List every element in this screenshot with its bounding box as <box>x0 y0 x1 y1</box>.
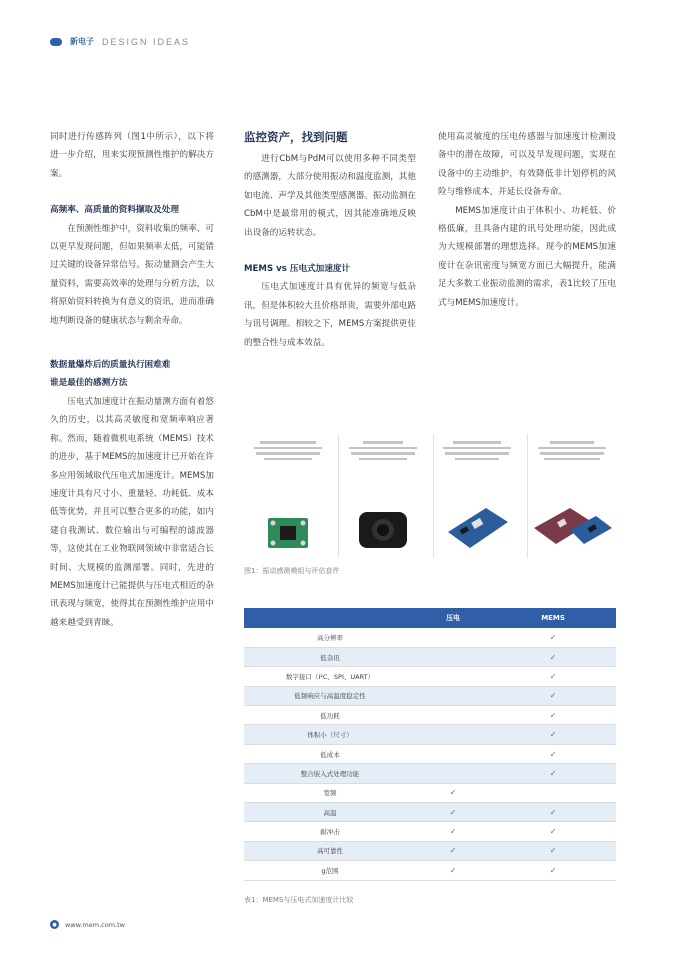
mems-cell: ✓ <box>490 725 616 744</box>
footer-url[interactable]: www.mem.com.tw <box>65 920 125 929</box>
paragraph: 进行CbM与PdM可以使用多种不同类型的感测器，大部分使用振动和温度监测，其他如电流、声学及其他类型感测器。振动监测在CbM中是最常用的模式，因其能准确地反映出设备的运转状态。 <box>244 154 416 238</box>
feature-cell: g范围 <box>244 861 416 880</box>
piezo-cell <box>416 667 490 686</box>
figure-panel <box>244 434 332 558</box>
page-footer <box>50 920 125 929</box>
section-heading: MEMS vs 压电式加速度计 <box>244 264 351 275</box>
table-row <box>244 822 616 841</box>
table-row <box>244 803 616 822</box>
piezo-cell <box>416 706 490 725</box>
piezo-cell <box>416 744 490 763</box>
paragraph: 压电式加速度计具有优异的频宽与低杂讯，但是体积较大且价格昂贵，需要外部电路与讯号调理。相较之下，MEMS方案提供更佳的整合性与成本效益。 <box>244 282 416 348</box>
table-row <box>244 744 616 763</box>
feature-cell: 低频响应与高温度稳定性 <box>244 686 416 705</box>
paragraph: 在预测性维护中，资料收集的频率、可以更早发现问题，但如果频率太低，可能错过关键的设备异常信号。振动量测会产生大量资料，需要高效率的处理与分析方法，以将原始资料转换为有意义的资讯，进而准确地判断设备的健康状态与剩余寿命。 <box>50 223 214 326</box>
table-row <box>244 686 616 705</box>
table-row <box>244 725 616 744</box>
table-row <box>244 861 616 880</box>
figure-caption: 图1：振动感测模组与评估套件 <box>244 567 340 575</box>
piezo-cell: ✓ <box>416 841 490 860</box>
page-header <box>50 36 190 47</box>
sensor-board-image <box>266 512 310 552</box>
table-row <box>244 841 616 860</box>
paragraph: 同时进行传感阵列（图1中所示），以下将进一步介绍，用来实现预测性维护的解决方案。 <box>50 132 214 179</box>
table-row <box>244 706 616 725</box>
table-header-row <box>244 608 616 628</box>
feature-cell: 低功耗 <box>244 706 416 725</box>
piezo-cell <box>416 628 490 647</box>
feature-cell: 低成本 <box>244 744 416 763</box>
mems-cell: ✓ <box>490 822 616 841</box>
paragraph: 使用高灵敏度的压电传感器与加速度计检测设备中的潜在故障，可以及早发现问题，实现在设备中的主动维护，有效降低非计划停机的风险与维修成本，并延长设备寿命。 <box>438 132 616 198</box>
mems-cell: ✓ <box>490 628 616 647</box>
paragraph: 压电式加速度计在振动量测方面有着悠久的历史，以其高灵敏度和宽频率响应著称。然而，随着微机电系统（MEMS）技术的进步，基于MEMS的加速度计已开始在许多应用领域取代压电式加速度计。MEMS加速度计具有尺寸小、重量轻、功耗低、成本低等优势，并且可以整合更多的功能，如内建自我测试、数位输出与可编程的滤波器等，这使其在工业物联网领域中非常适合长时间、大规模的监测部署。同时，先进的MEMS加速度计已能提供与压电式相近的杂讯表现与频宽，使得其在预测性维护应用中越来越受到青睐。 <box>50 396 214 628</box>
mems-cell: ✓ <box>490 647 616 666</box>
table-row <box>244 628 616 647</box>
dev-kit-image <box>530 500 614 552</box>
mems-cell: ✓ <box>490 764 616 783</box>
feature-cell: 高温 <box>244 803 416 822</box>
table-header: 压电 <box>416 608 490 628</box>
feature-cell: 耐冲击 <box>244 822 416 841</box>
feature-cell: 数字接口（I²C、SPI、UART） <box>244 667 416 686</box>
section-heading: 谁是最佳的感测方法 <box>50 378 128 389</box>
piezo-cell: ✓ <box>416 861 490 880</box>
article-column-3 <box>438 128 616 312</box>
page-marker-icon: ● <box>50 920 59 929</box>
mems-cell: ✓ <box>490 861 616 880</box>
mems-cell: ✓ <box>490 686 616 705</box>
brand-name: 新电子 <box>70 37 94 46</box>
piezo-cell: ✓ <box>416 803 490 822</box>
section-heading: 数据量爆炸后的质量执行困难难 <box>50 360 171 371</box>
section-title: 监控资产，找到问题 <box>244 130 348 144</box>
table-row <box>244 783 616 802</box>
piezo-cell <box>416 764 490 783</box>
sensor-housing-image <box>355 506 411 552</box>
brand-logo-icon <box>50 38 62 46</box>
table-row <box>244 764 616 783</box>
mems-cell <box>490 783 616 802</box>
mems-cell: ✓ <box>490 841 616 860</box>
figure-sensor-boards <box>244 434 616 558</box>
feature-cell: 低杂讯 <box>244 647 416 666</box>
table-caption: 表1：MEMS与压电式加速度计比较 <box>244 896 354 904</box>
article-column-1 <box>50 128 214 632</box>
piezo-cell: ✓ <box>416 783 490 802</box>
mems-cell: ✓ <box>490 744 616 763</box>
table-header: MEMS <box>490 608 616 628</box>
section-heading: 高频率、高质量的资料撷取及处理 <box>50 205 179 216</box>
feature-cell: 整合嵌入式处理功能 <box>244 764 416 783</box>
table-row <box>244 667 616 686</box>
feature-cell: 体积小（尺寸） <box>244 725 416 744</box>
piezo-cell <box>416 686 490 705</box>
figure-panel <box>338 434 427 558</box>
mems-cell: ✓ <box>490 706 616 725</box>
mems-cell: ✓ <box>490 803 616 822</box>
paragraph: MEMS加速度计由于体积小、功耗低、价格低廉，且具备内建的讯号处理功能，因此成为大规模部署的理想选择。现今的MEMS加速度计在杂讯密度与频宽方面已大幅提升，能满足大多数工业振动监测的需求，表1比较了压电式与MEMS加速度计。 <box>438 205 616 308</box>
figure-panel <box>433 434 522 558</box>
eval-board-image <box>442 502 512 552</box>
mems-cell: ✓ <box>490 667 616 686</box>
table-row <box>244 647 616 666</box>
comparison-table <box>244 608 616 881</box>
article-column-2 <box>244 128 416 352</box>
piezo-cell <box>416 647 490 666</box>
feature-cell: 高分辨率 <box>244 628 416 647</box>
section-label: DESIGN IDEAS <box>102 36 191 47</box>
feature-cell: 高可靠性 <box>244 841 416 860</box>
feature-cell: 宽频 <box>244 783 416 802</box>
figure-panel <box>527 434 616 558</box>
table-header <box>244 608 416 628</box>
piezo-cell <box>416 725 490 744</box>
piezo-cell: ✓ <box>416 822 490 841</box>
